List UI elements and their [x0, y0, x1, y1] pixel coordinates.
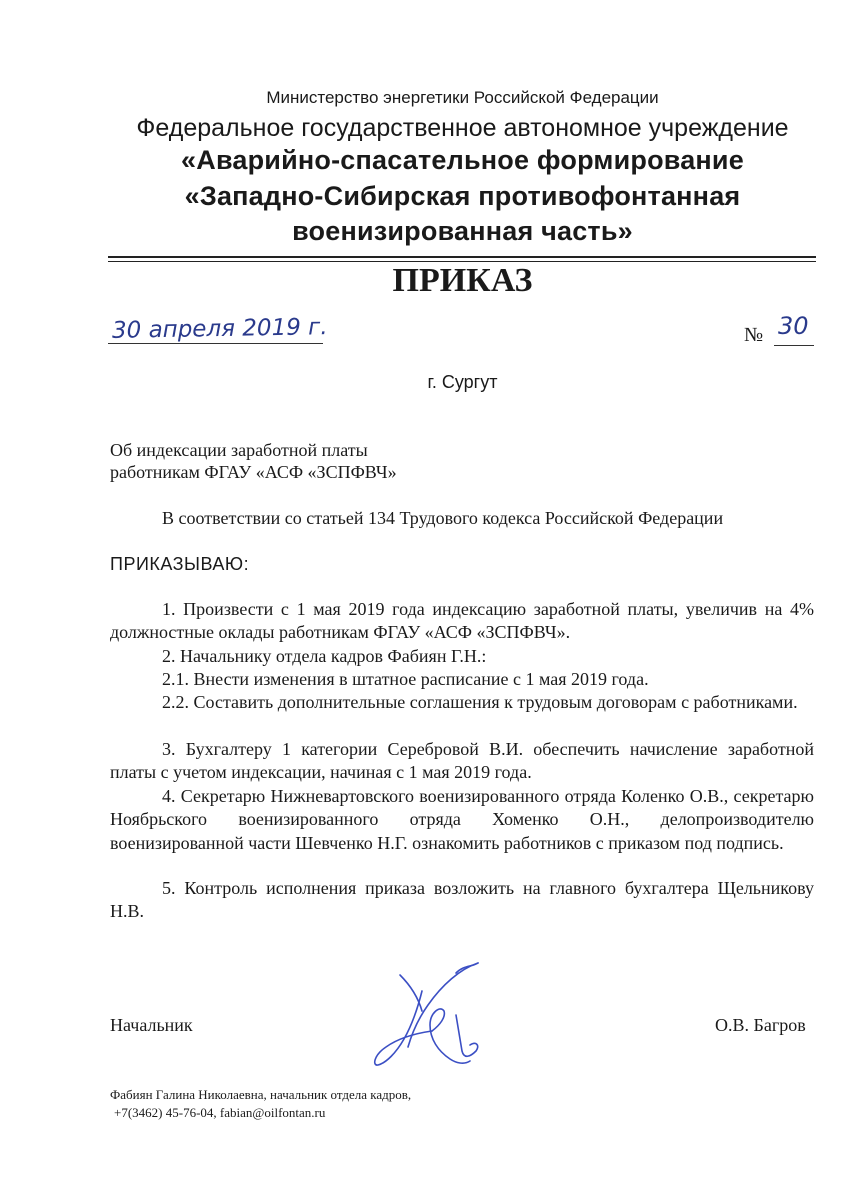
order-item-4: 4. Секретарю Нижневартовского военизированного отряда Коленко О.В., секретарю Ноябрьского военизированного отряда Хоменко О.Н., делопроизводителю военизированной части Шевченко Н.Г. ознакомить работников с приказом под подпись.	[110, 786, 814, 853]
order-item-5: 5. Контроль исполнения приказа возложить на главного бухгалтера Щельникову Н.В.	[110, 878, 814, 922]
signatory-name: О.В. Багров	[715, 1015, 806, 1035]
document-title: ПРИКАЗ	[392, 262, 533, 299]
ministry-name: Министерство энергетики Российской Федерации	[266, 88, 659, 107]
order-item-2-2: 2.2. Составить дополнительные соглашения к трудовым договорам с работниками.	[162, 692, 798, 712]
city: г. Сургут	[427, 372, 498, 392]
subject-line-1: Об индексации заработной платы	[110, 440, 368, 460]
legal-basis: В соответствии со статьей 134 Трудового кодекса Российской Федерации	[162, 508, 724, 528]
signatory-position: Начальник	[110, 1015, 193, 1035]
organization-name-line-2: «Западно-Сибирская противофонтанная	[184, 181, 741, 211]
order-item-1: 1. Произвести с 1 мая 2019 года индексацию заработной платы, увеличив на 4% должностные оклады работникам ФГАУ «АСФ «ЗСПФВЧ».	[110, 599, 814, 643]
institution-type: Федеральное государственное автономное учреждение	[136, 114, 789, 142]
contact-person: Фабиян Галина Николаевна, начальник отдела кадров,	[110, 1087, 412, 1102]
organization-name-line-1: «Аварийно-спасательное формирование	[181, 145, 744, 175]
subject-line-2: работникам ФГАУ «АСФ «ЗСПФВЧ»	[110, 462, 397, 482]
number-underline	[774, 345, 814, 346]
order-date: 30 апреля 2019 г.	[111, 314, 328, 344]
date-underline	[108, 343, 323, 344]
order-item-2: 2. Начальнику отдела кадров Фабиян Г.Н.:	[162, 646, 487, 666]
contact-phone-email: +7(3462) 45-76-04, fabian@oilfontan.ru	[114, 1105, 326, 1120]
handwritten-signature	[360, 955, 510, 1080]
order-item-2-1: 2.1. Внести изменения в штатное расписание с 1 мая 2019 года.	[162, 669, 649, 689]
order-number: 30	[778, 312, 809, 340]
header-divider-thick	[108, 256, 816, 258]
order-item-3: 3. Бухгалтеру 1 категории Серебровой В.И. обеспечить начисление заработной платы с учетом индексации, начиная с 1 мая 2019 года.	[110, 739, 814, 783]
order-word: ПРИКАЗЫВАЮ:	[110, 554, 250, 574]
organization-name-line-3: военизированная часть»	[292, 216, 633, 246]
order-number-label: №	[744, 324, 764, 346]
